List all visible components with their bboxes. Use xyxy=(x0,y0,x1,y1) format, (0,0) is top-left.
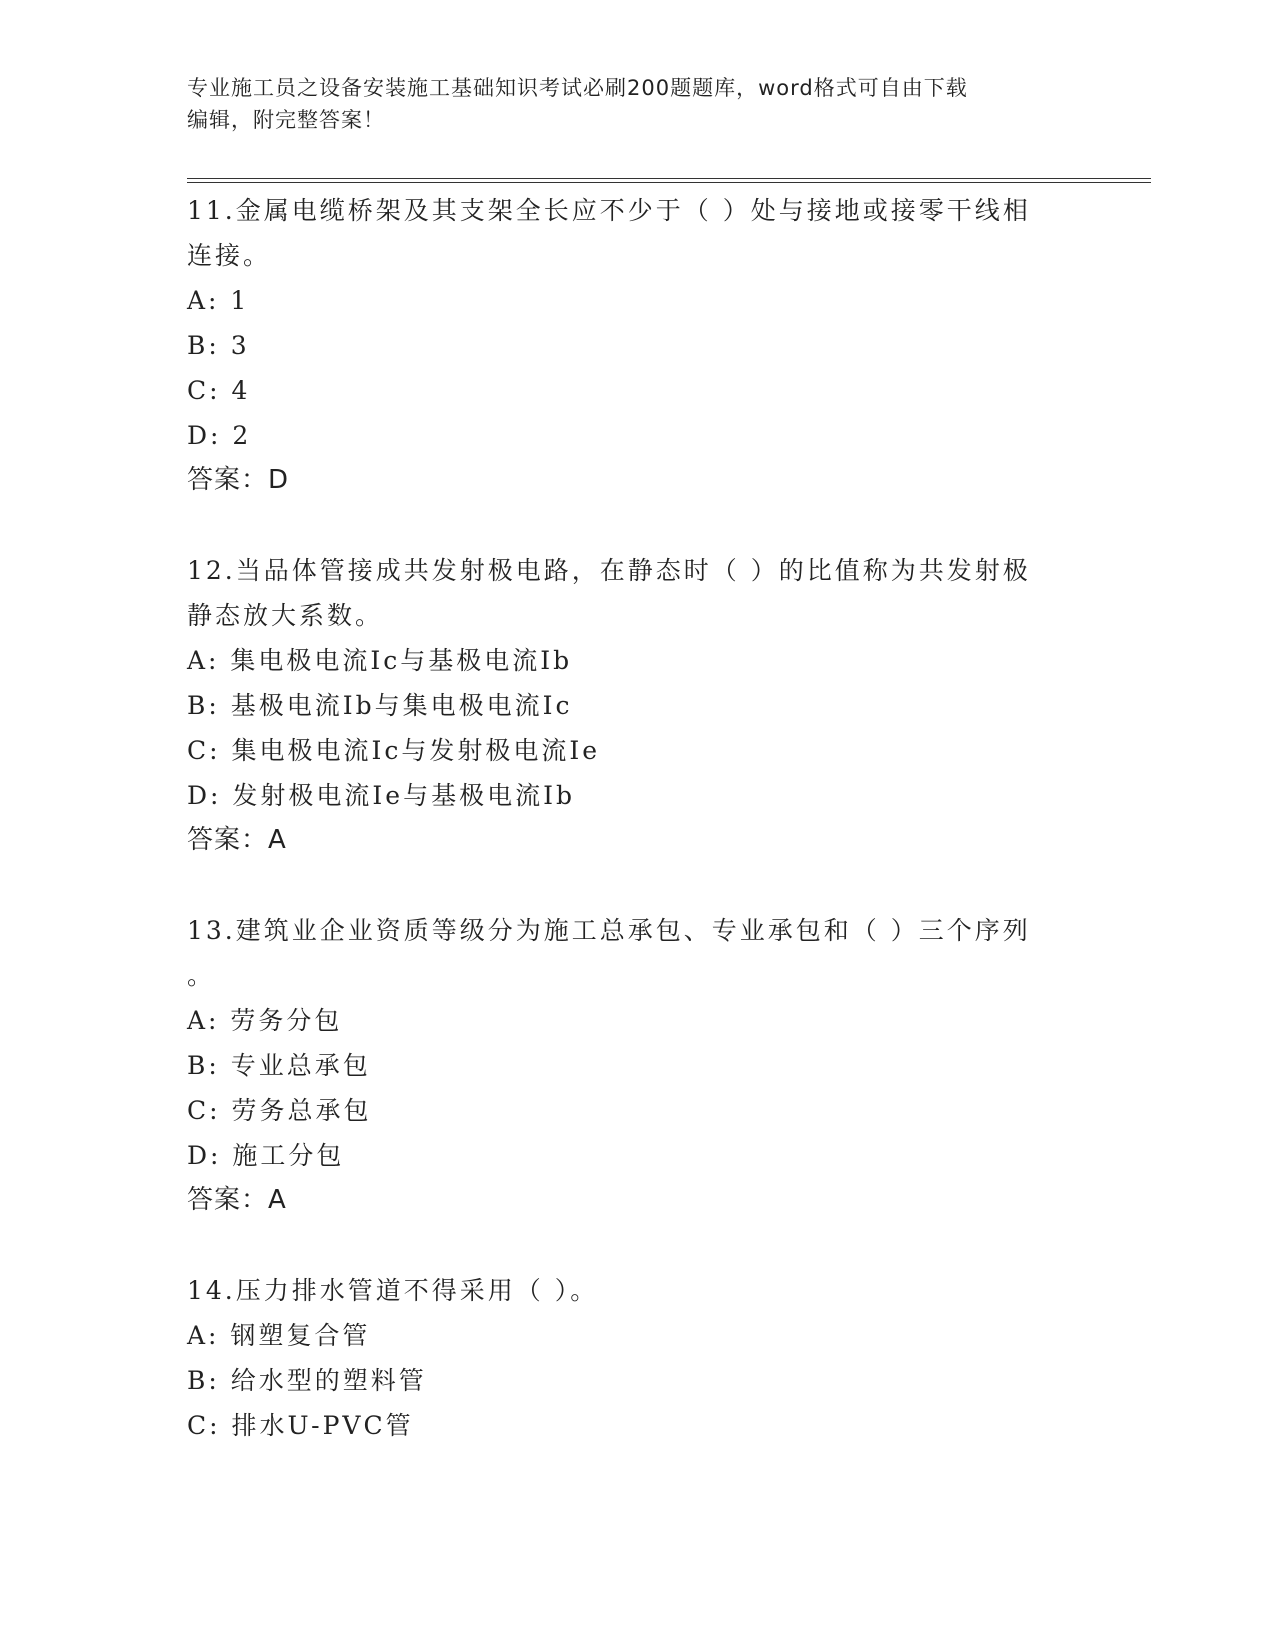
header-line-1: 专业施工员之设备安装施工基础知识考试必刷200题题库，word格式可自由下载 xyxy=(187,76,968,100)
option-b: B: 基极电流Ib与集电极电流Ic xyxy=(187,691,573,720)
option-d: D: 2 xyxy=(187,421,252,450)
answer-line: 答案：A xyxy=(187,1185,287,1215)
question-13 xyxy=(187,908,1087,1223)
question-stem: 12.当品体管接成共发射极电路，在静态时（ ）的比值称为共发射极 xyxy=(187,556,1031,585)
question-stem: 11.金属电缆桥架及其支架全长应不少于（ ）处与接地或接零干线相 xyxy=(187,196,1031,225)
question-12 xyxy=(187,548,1087,863)
option-b: B: 给水型的塑料管 xyxy=(187,1366,427,1395)
header-divider-top xyxy=(187,178,1151,179)
question-stem-continued: 。 xyxy=(187,961,216,990)
question-stem: 14.压力排水管道不得采用（ ）。 xyxy=(187,1276,599,1305)
option-a: A: 集电极电流Ic与基极电流Ib xyxy=(187,646,573,675)
option-b: B: 3 xyxy=(187,331,250,360)
question-11 xyxy=(187,188,1087,503)
option-c: C: 排水U-PVC管 xyxy=(187,1411,414,1440)
answer-line: 答案：A xyxy=(187,825,287,855)
header-line-2: 编辑，附完整答案！ xyxy=(187,108,385,132)
option-d: D: 施工分包 xyxy=(187,1141,345,1170)
question-list xyxy=(187,188,1087,1448)
question-stem-continued: 静态放大系数。 xyxy=(187,601,384,630)
question-14 xyxy=(187,1268,1087,1448)
option-a: A: 钢塑复合管 xyxy=(187,1321,371,1350)
option-a: A: 劳务分包 xyxy=(187,1006,343,1035)
option-b: B: 专业总承包 xyxy=(187,1051,371,1080)
question-stem-continued: 连接。 xyxy=(187,241,272,270)
option-a: A: 1 xyxy=(187,286,250,315)
answer-line: 答案：D xyxy=(187,465,290,495)
document-header xyxy=(187,72,1087,136)
question-stem: 13.建筑业企业资质等级分为施工总承包、专业承包和（ ）三个序列 xyxy=(187,916,1031,945)
option-c: C: 劳务总承包 xyxy=(187,1096,372,1125)
header-divider-bottom xyxy=(187,182,1151,183)
option-d: D: 发射极电流Ie与基极电流Ib xyxy=(187,781,575,810)
option-c: C: 集电极电流Ic与发射极电流Ie xyxy=(187,736,601,765)
option-c: C: 4 xyxy=(187,376,251,405)
